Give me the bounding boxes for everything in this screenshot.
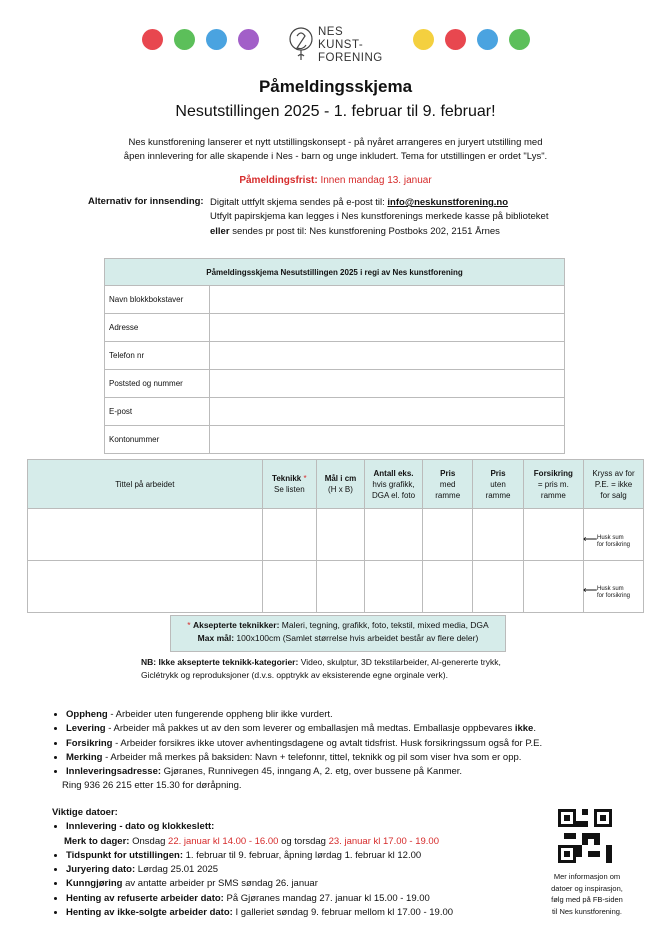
submission-line2: Utfylt papirskjema kan legges i Nes kunstforenings merkede kasse på biblioteket <box>210 211 549 223</box>
insurance-note: ⟵ Husk sum for forsikring <box>583 585 631 599</box>
list-item: • Merking - Arbeider må merkes på baksiden: Navn + telefonnr, tittel, teknikk og pil som viser hva som er opp. <box>66 751 652 765</box>
insurance-note: ⟵ Husk sum for forsikring <box>583 534 631 548</box>
logo <box>288 20 388 72</box>
list-item: • Tidspunkt for utstillingen: 1. februar til 9. februar, åpning lørdag 1. februar kl 12.00 <box>66 849 542 863</box>
dates-section <box>52 806 542 920</box>
submission-details <box>210 196 548 239</box>
field-label: Kontonummer <box>105 426 210 454</box>
color-dot <box>174 29 195 50</box>
cell-input[interactable] <box>28 509 263 561</box>
color-dot <box>206 29 227 50</box>
logo-line1: NES <box>318 26 344 38</box>
list-item: • Juryering dato: Lørdag 25.01 2025 <box>66 863 542 877</box>
field-label: Navn blokkbokstaver <box>105 286 210 314</box>
color-dot <box>477 29 498 50</box>
table-row <box>28 509 644 561</box>
col-size: Mål i cm (H x B) <box>316 460 364 509</box>
deadline <box>0 175 671 186</box>
nb-note: NB: Ikke aksepterte teknikk-kategorier: Video, skulptur, 3D tekstilarbeider, AI-genererte trykk, Giclétrykk og reproduksjoner (d.v.s. opptrykk av eksisterende egne orginale verk). <box>141 657 501 680</box>
field-label: E-post <box>105 398 210 426</box>
cell-input[interactable] <box>28 561 263 613</box>
submission-line3: sendes pr post til: Nes kunstforening Postboks 202, 2151 Årnes <box>232 225 500 237</box>
rules-list <box>52 708 652 794</box>
col-price-with: Pris med ramme <box>423 460 473 509</box>
cell-input[interactable] <box>262 509 316 561</box>
field-label: Adresse <box>105 314 210 342</box>
address-field[interactable] <box>210 314 565 342</box>
ampersand-flower-icon <box>288 26 314 62</box>
col-pe: Kryss av for P.E. = ikke for salg <box>584 460 644 509</box>
cell-input[interactable] <box>423 561 473 613</box>
qr-code-icon[interactable] <box>558 809 612 863</box>
list-item: • Henting av refuserte arbeider dato: På Gjøranes mandag 27. januar kl 15.00 - 19.00 <box>66 892 542 906</box>
col-price-without: Pris uten ramme <box>473 460 523 509</box>
col-count: Antall eks. hvis grafikk, DGA el. foto <box>364 460 422 509</box>
cell-input[interactable] <box>316 561 364 613</box>
deadline-label: Påmeldingsfrist: <box>239 175 318 186</box>
intro-line1: Nes kunstforening lanserer et nytt utstillingskonsept - på nyåret arrangeres en juryert utstilling med <box>128 137 543 148</box>
list-item: • Oppheng - Arbeider uten fungerende oppheng blir ikke vurdert. <box>66 708 652 722</box>
col-technique: Teknikk * Se listen <box>262 460 316 509</box>
cell-input[interactable] <box>316 509 364 561</box>
qr-note: Mer informasjon om datoer og inspirasjon, følg med på FB-siden til Nes kunstforening. <box>551 872 623 916</box>
submission-or: eller <box>210 225 230 237</box>
field-label: Poststed og nummer <box>105 370 210 398</box>
dates-heading: Viktige datoer: <box>52 807 118 818</box>
intro-line2: åpen innlevering for alle skapende i Nes - barn og unge inkludert. Tema for utstillingen er ordet "Lys". <box>123 151 548 162</box>
list-item: • Innlevering - dato og klokkeslett: <box>66 820 542 834</box>
col-insurance: Forsikring = pris m. ramme <box>523 460 583 509</box>
color-dot <box>142 29 163 50</box>
name-field[interactable] <box>210 286 565 314</box>
works-table <box>27 459 644 613</box>
cell-input[interactable] <box>364 509 422 561</box>
email-field[interactable] <box>210 398 565 426</box>
page-title: Påmeldingsskjema <box>258 77 413 96</box>
color-dot <box>413 29 434 50</box>
delivery-days: Merk to dager: Onsdag 22. januar kl 14.00 - 16.00 og torsdag 23. januar kl 17.00 - 19.00 <box>64 835 439 847</box>
cell-input[interactable] <box>473 509 523 561</box>
registration-table <box>104 258 565 454</box>
list-item: • Kunngjøring av antatte arbeider pr SMS søndag 26. januar <box>66 877 542 891</box>
list-item: • Forsikring - Arbeider forsikres ikke utover avhentingsdagene og avtalt tidsfrist. Husk forsikringssum også for P.E. <box>66 737 652 751</box>
registration-header: Påmeldingsskjema Nesutstillingen 2025 i regi av Nes kunstforening <box>105 259 565 286</box>
logo-line3: FORENING <box>318 52 383 64</box>
color-dot <box>445 29 466 50</box>
submission-line1: Digitalt uttfylt skjema sendes på e-post til: <box>210 197 385 208</box>
list-item: • Innleveringsadresse: Gjøranes, Runnivegen 45, inngang A, 2. etg, over bussene på Kanmer. <box>66 765 652 779</box>
logo-line2: KUNST- <box>318 39 364 51</box>
submission-label: Alternativ for innsending: <box>88 196 204 207</box>
cell-input[interactable] <box>523 509 583 561</box>
cell-input[interactable] <box>364 561 422 613</box>
arrow-left-icon: ⟵ <box>583 534 598 545</box>
cell-input[interactable] <box>523 561 583 613</box>
list-item: • Henting av ikke-solgte arbeider dato: I galleriet søndag 9. februar mellom kl 17.00 - 19.00 <box>66 906 542 920</box>
color-dot <box>509 29 530 50</box>
email-link[interactable]: info@neskunstforening.no <box>387 197 509 208</box>
deadline-value: Innen mandag 13. januar <box>320 175 432 186</box>
col-title: Tittel på arbeidet <box>28 460 263 509</box>
table-row <box>28 561 644 613</box>
postal-field[interactable] <box>210 370 565 398</box>
cell-input[interactable] <box>262 561 316 613</box>
address-line2: Ring 936 26 215 etter 15.30 for døråpning. <box>62 780 242 792</box>
techniques-box: * Aksepterte teknikker: Maleri, tegning, grafikk, foto, tekstil, mixed media, DGA Max mål: 100x100cm (Samlet størrelse hvis arbeidet består av flere deler) <box>170 615 506 652</box>
list-item: • Levering - Arbeider må pakkes ut av den som leverer og emballasjen må medtas. Emballasje oppbevares ikke. <box>66 722 652 736</box>
field-label: Telefon nr <box>105 342 210 370</box>
cell-input[interactable] <box>473 561 523 613</box>
arrow-left-icon: ⟵ <box>583 585 598 596</box>
phone-field[interactable] <box>210 342 565 370</box>
cell-input[interactable] <box>423 509 473 561</box>
page-subtitle: Nesutstillingen 2025 - 1. februar til 9. februar! <box>175 103 496 120</box>
account-field[interactable] <box>210 426 565 454</box>
color-dot <box>238 29 259 50</box>
